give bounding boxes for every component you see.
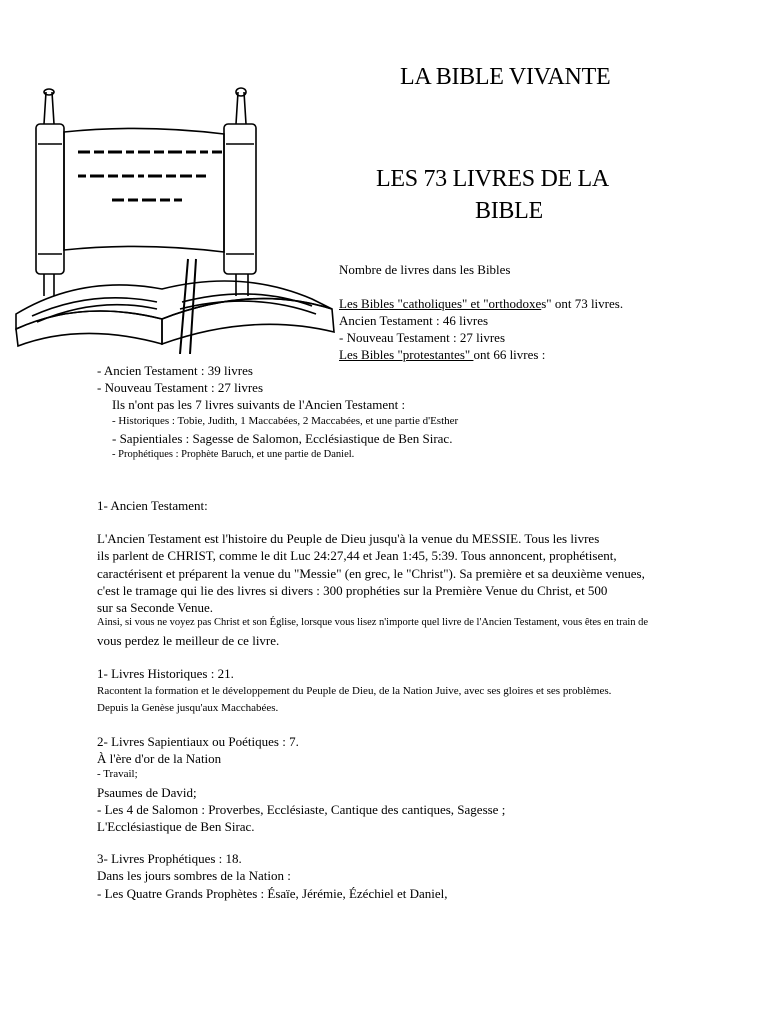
- sapientiaux-line: - Les 4 de Salomon : Proverbes, Ecclésiaste, Cantique des cantiques, Sagesse ;: [97, 802, 506, 817]
- historiques-line: Depuis la Genèse jusqu'aux Macchabées.: [97, 702, 279, 714]
- paragraph-line-small: Ainsi, si vous ne voyez pas Christ et son Église, lorsque vous lisez n'importe quel livre de l'Ancien Testament, vous êtes en train de: [97, 617, 649, 628]
- paragraph-line: vous perdez le meilleur de ce livre.: [97, 633, 280, 648]
- prophetiques-line: Dans les jours sombres de la Nation :: [97, 868, 291, 883]
- sapientiaux-line: L'Ecclésiastique de Ben Sirac.: [97, 819, 255, 834]
- subtitle-line-2: BIBLE: [475, 198, 543, 224]
- missing-books-heading: Ils n'ont pas les 7 livres suivants de l'Ancien Testament :: [112, 397, 406, 412]
- missing-prophetiques: - Prophétiques : Prophète Baruch, et une partie de Daniel.: [112, 449, 355, 460]
- catholic-bibles-link[interactable]: Les Bibles "catholiques" et "orthodoxe: [339, 296, 542, 311]
- sapientiaux-line: Psaumes de David;: [97, 785, 197, 800]
- historiques-line: Racontent la formation et le développement du Peuple de Dieu, de la Nation Juive, avec ses gloires et ses problèmes.: [97, 685, 612, 697]
- protestant-line: [339, 347, 545, 363]
- paragraph-line: sur sa Seconde Venue.: [97, 600, 214, 615]
- sapientiaux-line: À l'ère d'or de la Nation: [97, 751, 222, 766]
- sapientiaux-line-small: - Travail;: [97, 768, 138, 780]
- protestant-bibles-text: ont 66 livres :: [473, 347, 546, 362]
- prophetiques-line: - Les Quatre Grands Prophètes : Ésaïe, Jérémie, Ézéchiel et Daniel,: [97, 886, 448, 901]
- nouveau-testament-27: - Nouveau Testament : 27 livres: [339, 330, 506, 345]
- catholic-line: [339, 296, 623, 312]
- missing-historiques: - Historiques : Tobie, Judith, 1 Maccabées, 2 Maccabées, et une partie d'Esther: [112, 415, 459, 427]
- paragraph-line: ils parlent de CHRIST, comme le dit Luc 24:27,44 et Jean 1:45, 5:39. Tous annoncent, prophétisent,: [97, 548, 617, 563]
- torah-scroll-illustration: [12, 84, 342, 354]
- livres-prophetiques-heading: 3- Livres Prophétiques : 18.: [97, 851, 242, 866]
- catholic-bibles-text: s" ont 73 livres.: [541, 296, 624, 311]
- livres-historiques-heading: 1- Livres Historiques : 21.: [97, 666, 234, 681]
- subtitle-line-1: LES 73 LIVRES DE LA: [376, 166, 609, 192]
- missing-sapientiales: - Sapientiales : Sagesse de Salomon, Ecclésiastique de Ben Sirac.: [112, 431, 453, 446]
- ancien-testament-39: - Ancien Testament : 39 livres: [97, 363, 253, 378]
- section-ancien-testament-heading: 1- Ancien Testament:: [97, 498, 208, 513]
- ancien-testament-46: Ancien Testament : 46 livres: [339, 313, 489, 328]
- page-title: LA BIBLE VIVANTE: [400, 64, 611, 90]
- paragraph-line: c'est le tramage qui lie des livres si divers : 300 prophéties sur la Première Venue du Christ, et 500: [97, 583, 608, 598]
- nouveau-testament-27b: - Nouveau Testament : 27 livres: [97, 380, 264, 395]
- paragraph-line: L'Ancien Testament est l'histoire du Peuple de Dieu jusqu'à la venue du MESSIE. Tous les livres: [97, 531, 600, 546]
- paragraph-line: caractérisent et préparent la venue du "Messie" (en grec, le "Christ"). Sa première et sa deuxième venues,: [97, 566, 645, 581]
- protestant-bibles-link[interactable]: Les Bibles "protestantes": [339, 347, 474, 362]
- livres-sapientiaux-heading: 2- Livres Sapientiaux ou Poétiques : 7.: [97, 734, 299, 749]
- intro-heading: Nombre de livres dans les Bibles: [339, 262, 511, 277]
